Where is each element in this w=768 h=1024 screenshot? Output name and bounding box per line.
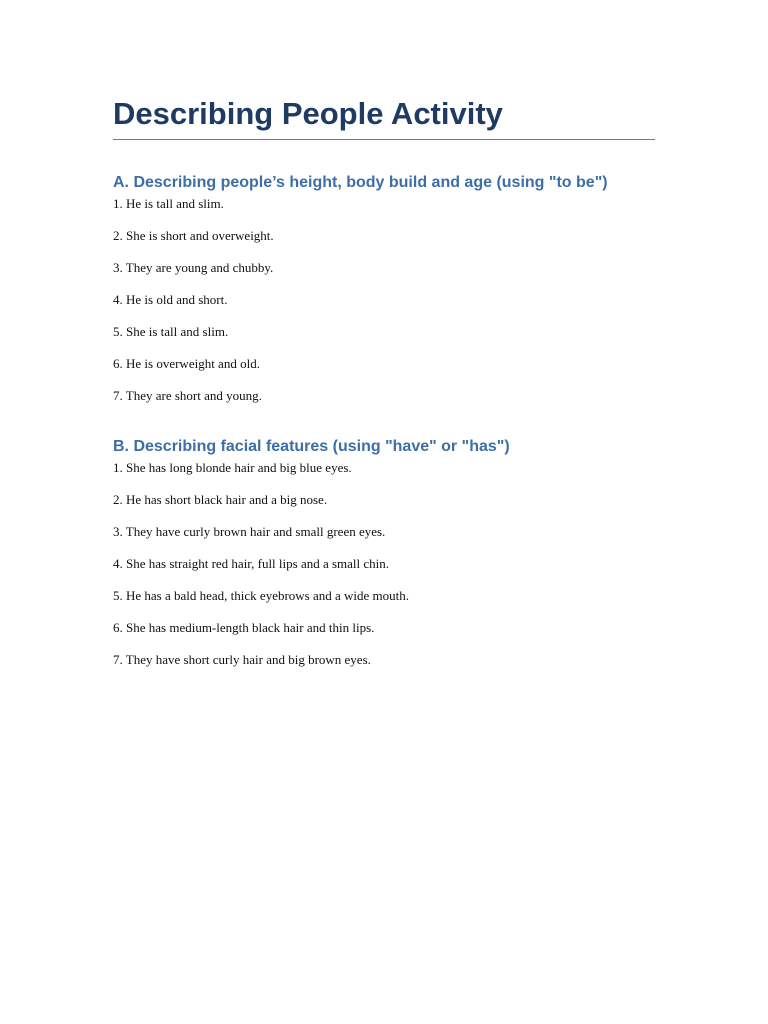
section-b [113,437,655,668]
section-a-list [113,196,655,404]
section-b-list [113,460,655,668]
list-item: 4. She has straight red hair, full lips and a small chin. [113,556,390,571]
list-item: 5. He has a bald head, thick eyebrows and a wide mouth. [113,588,410,603]
title-divider [113,139,655,140]
list-item: 6. She has medium-length black hair and thin lips. [113,620,375,635]
section-a-heading: A. Describing people’s height, body build and age (using "to be") [113,174,608,191]
section-b-heading: B. Describing facial features (using "have" or "has") [113,438,510,455]
document-title: Describing People Activity [113,96,503,131]
list-item: 7. They have short curly hair and big brown eyes. [113,652,371,667]
list-item: 3. They have curly brown hair and small green eyes. [113,524,386,539]
list-item: 5. She is tall and slim. [113,324,229,339]
list-item: 2. She is short and overweight. [113,228,274,243]
list-item: 2. He has short black hair and a big nose. [113,492,328,507]
list-item: 6. He is overweight and old. [113,356,260,371]
list-item: 3. They are young and chubby. [113,260,274,275]
list-item: 7. They are short and young. [113,388,262,403]
list-item: 4. He is old and short. [113,292,228,307]
list-item: 1. She has long blonde hair and big blue eyes. [113,460,352,475]
list-item: 1. He is tall and slim. [113,196,224,211]
document-page [113,94,655,668]
section-a [113,173,655,404]
